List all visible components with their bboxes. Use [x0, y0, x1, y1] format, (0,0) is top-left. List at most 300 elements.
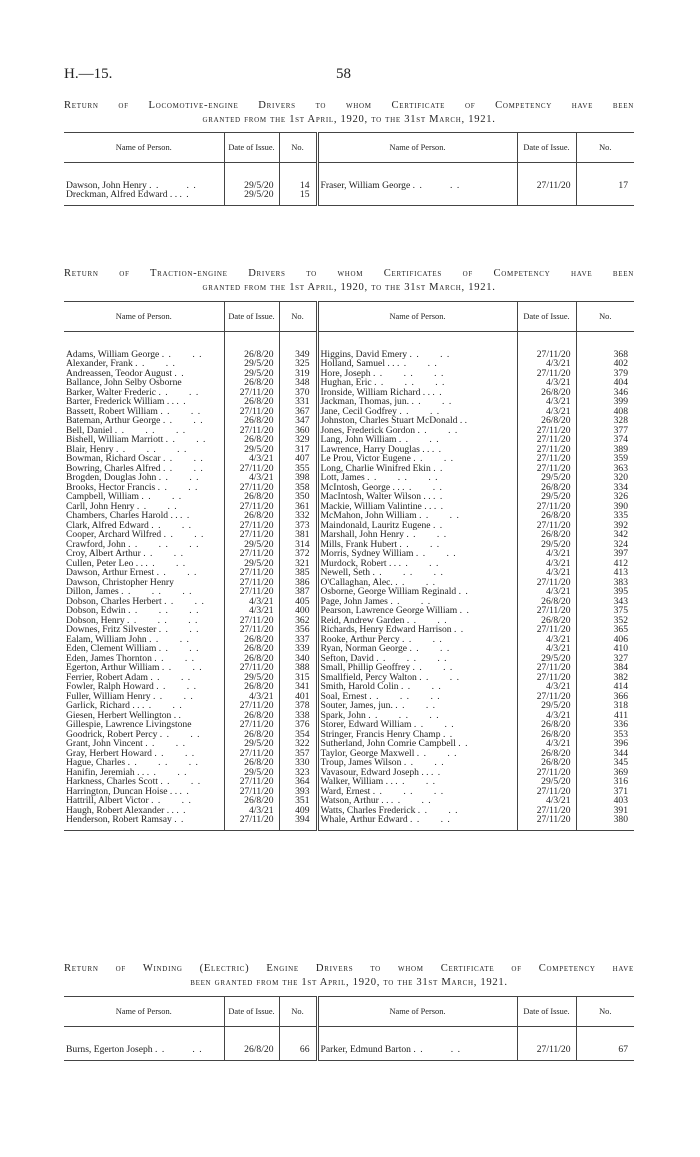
person-name: Brooks, Hector Francis — [66, 482, 156, 492]
column-header-date: Date of Issue. — [517, 302, 576, 332]
table-row — [64, 749, 634, 759]
person-name: Brogden, Douglas John — [66, 473, 157, 483]
certificate-number: 362 — [279, 616, 317, 626]
document-reference: H.—15. — [64, 66, 113, 82]
person-name: Harrington, Duncan Hoise . . — [66, 786, 178, 796]
person-name: Carll, John Henry — [66, 501, 135, 511]
table-row — [64, 663, 634, 673]
header-row — [64, 302, 634, 332]
table-row — [64, 587, 634, 597]
table-row — [64, 549, 634, 559]
person-name: Murdock, Robert . . — [320, 558, 397, 568]
certificate-number: 331 — [279, 397, 317, 407]
certificate-number: 395 — [576, 587, 634, 597]
date-of-issue: 4/3/21 — [517, 682, 576, 692]
person-name: MacIntosh, Walter Wilson . . — [320, 492, 431, 502]
date-of-issue: 27/11/20 — [517, 673, 576, 683]
certificate-number: 407 — [279, 454, 317, 464]
person-name: Taylor, George Maxwell — [320, 748, 415, 758]
person-name-cell — [64, 701, 224, 711]
person-name-cell — [317, 711, 517, 721]
date-of-issue: 26/8/20 — [224, 350, 279, 360]
person-name: Campbell, William — [66, 492, 139, 502]
leader-dots: . . . . — [164, 596, 205, 606]
person-name-cell — [317, 806, 517, 816]
certificate-number: 329 — [279, 435, 317, 445]
certificate-number: 408 — [576, 407, 634, 417]
person-name-cell — [64, 806, 224, 816]
certificate-number: 339 — [279, 644, 317, 654]
leader-dots: . . . . — [158, 625, 200, 635]
person-name-cell — [317, 502, 517, 512]
date-of-issue: 27/11/20 — [224, 749, 279, 759]
table-row — [64, 768, 634, 778]
person-name: Eden, James Thornton — [66, 653, 152, 663]
certificate-number: 337 — [279, 635, 317, 645]
header-row — [64, 133, 634, 163]
certificate-number: 382 — [576, 673, 634, 683]
traction-table — [64, 301, 634, 831]
person-name-cell — [317, 568, 517, 578]
column-header-name: Name of Person. — [115, 1007, 172, 1016]
person-name-cell — [64, 511, 224, 521]
certificate-number: 390 — [576, 502, 634, 512]
certificate-number: 66 — [279, 1045, 317, 1055]
table-row — [64, 606, 634, 616]
person-name: Reid, Andrew Garden — [320, 615, 405, 625]
certificate-number: 393 — [279, 787, 317, 797]
person-name: Alexander, Frank — [66, 359, 133, 369]
person-name: Burns, Egerton Joseph — [66, 1044, 153, 1054]
person-name: Newell, Seth — [320, 568, 371, 578]
date-of-issue: 27/11/20 — [224, 587, 279, 597]
date-of-issue: 26/8/20 — [517, 483, 576, 493]
date-of-issue: 29/5/20 — [224, 559, 279, 569]
table-row — [64, 521, 634, 531]
certificate-number: 336 — [576, 720, 634, 730]
leader-dots: . . . . — [158, 473, 200, 483]
leader-dots: . . . . — [398, 558, 440, 568]
leader-dots: . . . . — [163, 530, 205, 540]
certificate-number: 370 — [279, 388, 317, 398]
person-name-cell — [317, 749, 517, 759]
person-name-cell — [317, 521, 517, 531]
person-name: Whale, Arthur Edward — [320, 815, 408, 825]
table-row — [64, 388, 634, 398]
date-of-issue: 27/11/20 — [517, 426, 576, 436]
leader-dots: . . — [174, 368, 185, 378]
leader-dots: . . . . — [413, 1044, 461, 1054]
table-row — [64, 730, 634, 740]
date-of-issue: 4/3/21 — [517, 711, 576, 721]
leader-dots: . . . . — [406, 530, 448, 540]
table-row — [64, 682, 634, 692]
leader-dots: . . . . — [161, 663, 203, 673]
page-number: 58 — [336, 66, 351, 82]
person-name: Hague, Charles — [66, 758, 126, 768]
certificate-number: 389 — [576, 445, 634, 455]
table-row — [64, 777, 634, 787]
person-name-cell — [64, 796, 224, 806]
certificate-number: 384 — [576, 663, 634, 673]
column-header-date: Date of Issue. — [224, 997, 279, 1027]
person-name-cell — [317, 388, 517, 398]
person-name: Hanifin, Jeremiah . . — [66, 767, 145, 777]
person-name: Smallfield, Percy Walton — [320, 672, 417, 682]
person-name: Chambers, Charles Harold . . — [66, 511, 178, 521]
certificate-number: 344 — [576, 749, 634, 759]
leader-dots: . . — [458, 739, 469, 749]
date-of-issue: 27/11/20 — [224, 701, 279, 711]
date-of-issue: 27/11/20 — [517, 454, 576, 464]
certificate-number: 319 — [279, 369, 317, 379]
header-row — [64, 997, 634, 1027]
date-of-issue: 26/8/20 — [517, 511, 576, 521]
leader-dots: . . . . — [157, 482, 199, 492]
person-name-cell — [64, 407, 224, 417]
leader-dots: . . — [459, 606, 470, 616]
certificate-number: 349 — [279, 350, 317, 360]
person-name: Dawson, John Henry — [66, 180, 147, 190]
person-name-cell — [64, 606, 224, 616]
person-name: Dobson, Charles Herbert — [66, 596, 162, 606]
table-row — [64, 625, 634, 635]
certificate-number: 364 — [279, 777, 317, 787]
person-name-cell — [317, 616, 517, 626]
date-of-issue: 29/5/20 — [517, 473, 576, 483]
person-name-cell — [317, 587, 517, 597]
person-name-cell — [317, 692, 517, 702]
leader-dots: . . . . — [135, 359, 176, 369]
leader-dots: . . . . — [156, 682, 197, 692]
table-row — [64, 483, 634, 493]
person-name: Grant, John Vincent — [66, 739, 143, 749]
date-of-issue: 26/8/20 — [517, 749, 576, 759]
person-name-cell — [64, 644, 224, 654]
column-header-name: Name of Person. — [317, 997, 517, 1027]
leader-dots: . . . . — [396, 359, 438, 369]
person-name: Harkness, Charles Scott — [66, 777, 158, 787]
person-name-cell — [64, 654, 224, 664]
date-of-issue: 4/3/21 — [224, 597, 279, 607]
locomotive-title-line2: granted from the 1st April, 1920, to the 31st March, 1921. — [202, 114, 496, 125]
person-name: Page, John James — [320, 596, 388, 606]
certificate-number: 404 — [576, 378, 634, 388]
table-row — [64, 492, 634, 502]
date-of-issue: 27/11/20 — [224, 568, 279, 578]
person-name-cell — [64, 454, 224, 464]
certificate-number: 394 — [279, 815, 317, 825]
date-of-issue: 29/5/20 — [224, 739, 279, 749]
table-row — [64, 597, 634, 607]
table-row — [64, 692, 634, 702]
certificate-number: 352 — [576, 616, 634, 626]
person-name: Souter, James, jun. — [320, 701, 393, 711]
certificate-number: 365 — [576, 625, 634, 635]
person-name: Jackman, Thomas, jun. — [320, 397, 410, 407]
person-name: Ironside, William Richard . . — [320, 387, 430, 397]
person-name-cell — [64, 388, 224, 398]
leader-dots: . . . . . . — [127, 758, 199, 768]
person-name: Ealam, William John — [66, 634, 147, 644]
date-of-issue: 27/11/20 — [517, 663, 576, 673]
date-of-issue: 29/5/20 — [224, 445, 279, 455]
person-name-cell — [64, 568, 224, 578]
leader-dots: . . . . — [417, 805, 459, 815]
certificate-number: 397 — [576, 549, 634, 559]
person-name-cell — [64, 464, 224, 474]
person-name-cell — [317, 540, 517, 550]
date-of-issue: 29/5/20 — [517, 701, 576, 711]
leader-dots: . . . . — [158, 644, 200, 654]
person-name-cell — [64, 502, 224, 512]
person-name-cell — [64, 445, 224, 455]
date-of-issue: 4/3/21 — [224, 454, 279, 464]
date-of-issue: 4/3/21 — [517, 359, 576, 369]
person-name: Vavasour, Edward Joseph . . — [320, 767, 429, 777]
certificate-number: 355 — [279, 464, 317, 474]
leader-dots: . . . . — [417, 425, 459, 435]
date-of-issue: 27/11/20 — [517, 806, 576, 816]
person-name-cell — [317, 492, 517, 502]
person-name-cell — [64, 521, 224, 531]
date-of-issue: 26/8/20 — [224, 416, 279, 426]
person-name-cell — [64, 578, 224, 588]
person-name: Mills, Frank Hubert — [320, 539, 397, 549]
date-of-issue: 27/11/20 — [517, 435, 576, 445]
table-row — [64, 416, 634, 426]
person-name: Garlick, Richard . . — [66, 701, 140, 711]
person-name-cell — [317, 454, 517, 464]
table-row — [64, 815, 634, 825]
table-row — [64, 559, 634, 569]
date-of-issue: 29/5/20 — [517, 654, 576, 664]
date-of-issue: 26/8/20 — [517, 758, 576, 768]
leader-dots: . . . . — [413, 720, 455, 730]
table-row — [64, 720, 634, 730]
certificate-number: 373 — [279, 521, 317, 531]
person-name-cell — [317, 578, 517, 588]
date-of-issue: 27/11/20 — [224, 483, 279, 493]
person-name: Ward, Ernest — [320, 786, 371, 796]
person-name-cell — [317, 483, 517, 493]
person-name-cell — [317, 606, 517, 616]
leader-dots: . . . . — [395, 577, 437, 587]
person-name-cell — [64, 692, 224, 702]
column-header-date: Date of Issue. — [224, 302, 279, 332]
date-of-issue: 27/11/20 — [517, 692, 576, 702]
person-name: Troup, James Wilson — [320, 758, 402, 768]
person-name-cell — [317, 464, 517, 474]
date-of-issue: 29/5/20 — [224, 369, 279, 379]
leader-dots: . . . . . . — [372, 568, 444, 578]
certificate-number: 14 — [279, 181, 317, 191]
person-name-cell — [64, 768, 224, 778]
person-name: Bishell, William Marriott — [66, 435, 164, 445]
table-row — [64, 378, 634, 388]
leader-dots: . . . . . . — [128, 539, 200, 549]
person-name: Soal, Ernest — [320, 691, 367, 701]
certificate-number: 326 — [576, 492, 634, 502]
person-name-cell — [317, 635, 517, 645]
person-name: Morris, Sydney William — [320, 549, 414, 559]
date-of-issue: 4/3/21 — [517, 378, 576, 388]
person-name: O'Callaghan, Alec. — [320, 577, 393, 587]
date-of-issue: 27/11/20 — [224, 777, 279, 787]
certificate-number: 318 — [576, 701, 634, 711]
traction-title-line1: Return of Traction-engine Drivers to whom Certificates of Competency have been — [64, 268, 634, 279]
leader-dots: . . . . . . — [115, 444, 188, 454]
date-of-issue: 27/11/20 — [224, 530, 279, 540]
date-of-issue: 26/8/20 — [224, 378, 279, 388]
column-header-name: Name of Person. — [115, 143, 172, 152]
person-name: Dobson, Edwin — [66, 606, 126, 616]
person-name: Adams, William George — [66, 349, 160, 359]
table-row — [64, 796, 634, 806]
person-name-cell — [317, 720, 517, 730]
column-header-no: No. — [279, 133, 317, 163]
certificate-number: 386 — [279, 578, 317, 588]
leader-dots: . . . . — [403, 758, 445, 768]
table-row — [64, 758, 634, 768]
table-row — [64, 673, 634, 683]
person-name-cell — [317, 190, 517, 200]
person-name-cell — [64, 549, 224, 559]
person-name-cell — [64, 815, 224, 825]
date-of-issue: 29/5/20 — [224, 359, 279, 369]
certificate-number: 378 — [279, 701, 317, 711]
leader-dots: . . — [453, 625, 465, 635]
certificate-number: 392 — [576, 521, 634, 531]
date-of-issue: 27/11/20 — [517, 815, 576, 825]
leader-dots: . . . . — [146, 767, 188, 777]
date-of-issue: 4/3/21 — [517, 644, 576, 654]
leader-dots: . . — [179, 786, 190, 796]
leader-dots: . . . . . . — [114, 425, 187, 435]
leader-dots: . . . . — [415, 549, 457, 559]
certificate-number: 334 — [576, 483, 634, 493]
leader-dots: . . . . — [395, 701, 437, 711]
person-name-cell — [317, 549, 517, 559]
leader-dots: . . . . . . — [121, 587, 193, 597]
certificate-number: 356 — [279, 625, 317, 635]
person-name: Andreassen, Teodor August — [66, 368, 172, 378]
person-name-cell — [64, 625, 224, 635]
person-name: Bowman, Richard Oscar — [66, 454, 161, 464]
certificate-number: 341 — [279, 682, 317, 692]
person-name: Watts, Charles Frederick — [320, 805, 416, 815]
leader-dots: . . . . — [411, 397, 453, 407]
person-name: Osborne, George William Reginald — [320, 587, 457, 597]
certificate-number: 348 — [279, 378, 317, 388]
leader-dots: . . . . — [412, 180, 461, 190]
person-name: Maindonald, Lauritz Eugene — [320, 520, 431, 530]
date-of-issue: 26/8/20 — [224, 654, 279, 664]
leader-dots: . . . . — [410, 815, 451, 825]
certificate-number: 405 — [279, 597, 317, 607]
table-row — [64, 181, 634, 191]
certificate-number: 372 — [279, 549, 317, 559]
leader-dots: . . — [430, 767, 442, 777]
person-name-cell — [317, 682, 517, 692]
certificate-number: 343 — [576, 597, 634, 607]
person-name: Giesen, Herbert Wellington . . — [66, 710, 181, 720]
table-row — [64, 654, 634, 664]
leader-dots: . . . . — [159, 729, 201, 739]
date-of-issue: 4/3/21 — [517, 397, 576, 407]
person-name: Johnston, Charles Stuart McDonald . . — [320, 416, 468, 426]
certificate-number: 317 — [279, 445, 317, 455]
leader-dots: . . . . — [409, 349, 451, 359]
winding-title-line1: Return of Winding (Electric) Engine Drivers to whom Certificate of Competency have — [64, 963, 634, 974]
person-name: Fraser, William George — [320, 180, 411, 190]
locomotive-title-line1: Return of Locomotive-engine Drivers to whom Certificate of Competency have been — [64, 100, 634, 111]
person-name: Lang, John William — [320, 435, 397, 445]
certificate-number: 375 — [576, 606, 634, 616]
person-name-cell — [64, 378, 224, 388]
table-row — [64, 445, 634, 455]
person-name: Jane, Cecil Godfrey — [320, 406, 397, 416]
leader-dots: . . — [431, 444, 443, 454]
person-name: Hughan, Eric — [320, 378, 372, 388]
person-name-cell — [317, 407, 517, 417]
date-of-issue: 26/8/20 — [224, 511, 279, 521]
certificate-number: 327 — [576, 654, 634, 664]
date-of-issue: 4/3/21 — [517, 549, 576, 559]
person-name-cell — [317, 511, 517, 521]
date-of-issue: 27/11/20 — [224, 815, 279, 825]
date-of-issue: 26/8/20 — [517, 616, 576, 626]
person-name-cell — [317, 416, 517, 426]
column-header-no: No. — [576, 133, 634, 163]
leader-dots: . . . . — [151, 520, 193, 530]
person-name-cell — [317, 559, 517, 569]
person-name-cell — [64, 426, 224, 436]
person-name-cell — [317, 597, 517, 607]
certificate-number: 322 — [279, 739, 317, 749]
leader-dots: . . . . — [145, 739, 186, 749]
date-of-issue: 4/3/21 — [517, 739, 576, 749]
leader-dots: . . . . — [402, 634, 443, 644]
person-name: Gillespie, Lawrence Livingstone — [66, 720, 192, 730]
certificate-number: 320 — [576, 473, 634, 483]
person-name-cell — [64, 720, 224, 730]
table-row — [64, 711, 634, 721]
leader-dots: . . . . — [402, 482, 443, 492]
leader-dots: . . . . — [141, 492, 183, 502]
person-name: Higgins, David Emery — [320, 349, 408, 359]
person-name: Dawson, Arthur Ernest — [66, 568, 155, 578]
person-name-cell — [64, 597, 224, 607]
certificate-number: 357 — [279, 749, 317, 759]
person-name-cell — [317, 758, 517, 768]
date-of-issue: 26/8/20 — [224, 758, 279, 768]
date-of-issue: 27/11/20 — [224, 464, 279, 474]
person-name: Bowring, Charles Alfred — [66, 463, 161, 473]
person-name-cell — [64, 587, 224, 597]
date-of-issue: 27/11/20 — [224, 578, 279, 588]
person-name-cell — [64, 787, 224, 797]
date-of-issue: 26/8/20 — [224, 435, 279, 445]
person-name: Mackie, William Valintine . . — [320, 501, 432, 511]
person-name-cell — [64, 635, 224, 645]
leader-dots: . . . . — [160, 777, 202, 787]
person-name: McIntosh, George . . — [320, 482, 400, 492]
date-of-issue: 26/8/20 — [224, 635, 279, 645]
person-name-cell — [317, 815, 517, 825]
person-name: Barter, Frederick William . . — [66, 397, 175, 407]
date-of-issue: 27/11/20 — [517, 787, 576, 797]
